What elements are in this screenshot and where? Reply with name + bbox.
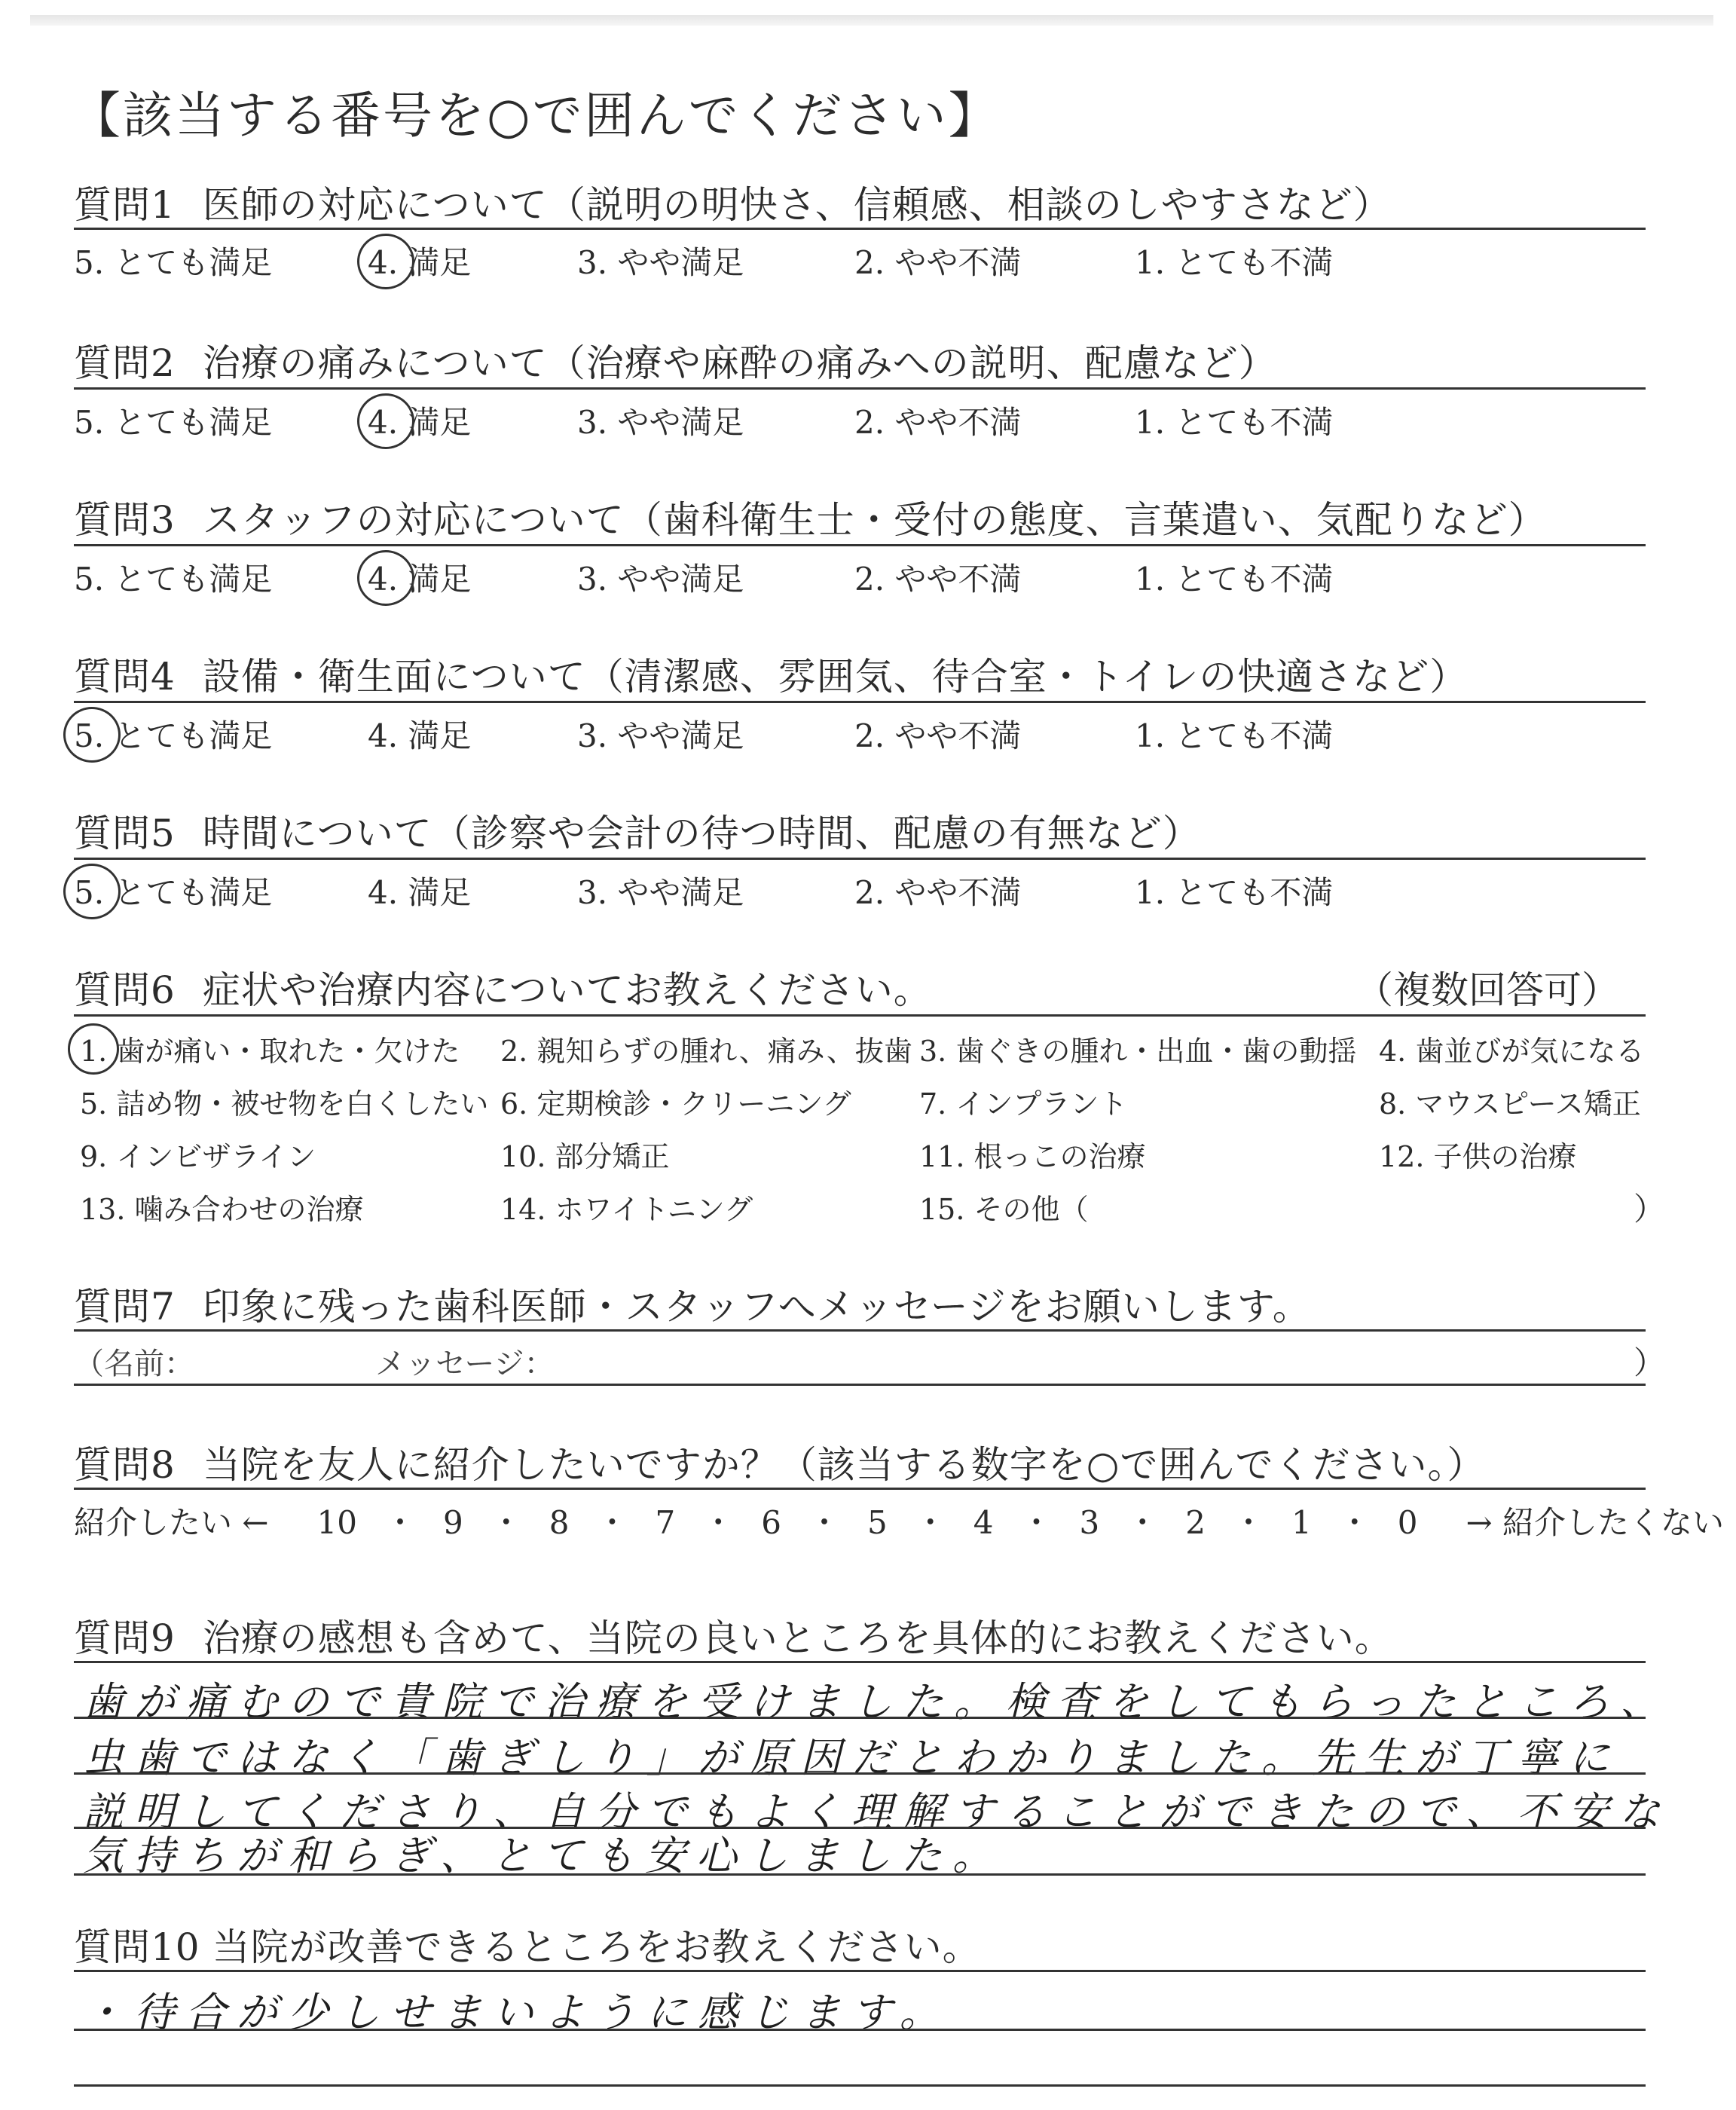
scale-number[interactable]: 1: [1291, 1504, 1312, 1541]
option-5[interactable]: 5. とても満足: [74, 717, 273, 754]
symptom-option-2[interactable]: 2. 親知らずの腫れ、痛み、抜歯: [500, 1035, 912, 1068]
question-number: 質問2: [74, 341, 176, 385]
option-2[interactable]: 2. やや不満: [854, 561, 1022, 598]
question-number: 質問5: [74, 812, 176, 855]
symptom-option-3[interactable]: 3. 歯ぐきの腫れ・出血・歯の動揺: [919, 1035, 1357, 1068]
question-4-title: [74, 647, 1468, 701]
question-number: 質問10: [74, 1925, 200, 1969]
question-9-rule: [74, 1661, 1646, 1663]
symptom-option-14[interactable]: 14. ホワイトニング: [500, 1193, 753, 1226]
answer-line: 歯が痛むので貴院で治療を受けました。検査をしてもらったところ、: [83, 1678, 1671, 1726]
scale-number[interactable]: 9: [443, 1504, 463, 1541]
question-7-title: [74, 1277, 1311, 1331]
question-text: 印象に残った歯科医師・スタッフへメッセージをお願いします。: [202, 1285, 1311, 1329]
option-1[interactable]: 1. とても不満: [1135, 404, 1334, 441]
answer-line: 説明してくださり、自分でもよく理解することができたので、不安な: [83, 1788, 1670, 1836]
message-close-paren: ）: [1634, 1344, 1666, 1381]
answer-rule: [74, 2084, 1646, 2087]
recommend-scale: [74, 1498, 1724, 1543]
option-5[interactable]: 5. とても満足: [74, 404, 273, 441]
scale-separator: ・: [914, 1504, 946, 1541]
multiple-answers-note: （複数回答可）: [1355, 968, 1619, 1012]
option-3[interactable]: 3. やや満足: [577, 244, 744, 281]
scale-number[interactable]: 5: [867, 1504, 888, 1541]
option-1[interactable]: 1. とても不満: [1135, 244, 1334, 281]
symptom-option-7[interactable]: 7. インプラント: [919, 1087, 1128, 1121]
question-text: 症状や治療内容についてお教えください。: [202, 968, 932, 1012]
question-text: 当院を友人に紹介したいですか？（該当する数字を○で囲んでください。）: [202, 1443, 1486, 1487]
question-number: 質問7: [74, 1285, 176, 1329]
option-4[interactable]: 4. 満足: [368, 717, 472, 754]
option-2[interactable]: 2. やや不満: [854, 874, 1022, 911]
question-text: スタッフの対応について（歯科衛生士・受付の態度、言葉遣い、気配りなど）: [202, 498, 1547, 542]
option-3[interactable]: 3. やや満足: [577, 717, 744, 754]
question-6-title: [74, 960, 932, 1014]
scale-numbers: [317, 1498, 1418, 1543]
question-number: 質問8: [74, 1443, 176, 1487]
option-4[interactable]: 4. 満足: [368, 561, 472, 598]
option-4[interactable]: 4. 満足: [368, 874, 472, 911]
question-10-rule: [74, 1970, 1646, 1972]
option-4[interactable]: 4. 満足: [368, 404, 472, 441]
option-3[interactable]: 3. やや満足: [577, 874, 744, 911]
question-5-rule: [74, 858, 1646, 860]
other-close-paren: ）: [1634, 1191, 1666, 1228]
symptom-option-4[interactable]: 4. 歯並びが気になる: [1379, 1035, 1645, 1068]
question-5-title: [74, 803, 1201, 858]
question-number: 質問1: [74, 183, 176, 227]
question-8-rule: [74, 1488, 1646, 1490]
option-4[interactable]: 4. 満足: [368, 244, 472, 281]
scale-separator: ・: [1020, 1504, 1053, 1541]
answer-line: 気持ちが和らぎ、とても安心しました。: [83, 1832, 1004, 1879]
scale-number[interactable]: 4: [973, 1504, 994, 1541]
scale-separator: ・: [1233, 1504, 1265, 1541]
question-3-rule: [74, 544, 1646, 546]
scale-number[interactable]: 6: [761, 1504, 781, 1541]
answer-rule: [74, 1717, 1646, 1719]
symptom-option-1[interactable]: 1. 歯が痛い・取れた・欠けた: [80, 1035, 460, 1068]
question-1-title: [74, 175, 1392, 229]
symptom-option-12[interactable]: 12. 子供の治療: [1379, 1140, 1577, 1173]
option-1[interactable]: 1. とても不満: [1135, 561, 1334, 598]
option-2[interactable]: 2. やや不満: [854, 244, 1022, 281]
symptom-option-9[interactable]: 9. インビザライン: [80, 1140, 316, 1173]
question-2-title: [74, 333, 1277, 387]
page-top-edge: [30, 15, 1713, 26]
question-10-title: [74, 1917, 981, 1971]
scale-number[interactable]: 8: [549, 1504, 570, 1541]
symptom-option-15[interactable]: 15. その他（: [919, 1193, 1089, 1226]
option-5[interactable]: 5. とても満足: [74, 561, 273, 598]
question-text: 治療の痛みについて（治療や麻酔の痛みへの説明、配慮など）: [202, 341, 1277, 385]
scale-number[interactable]: 2: [1185, 1504, 1206, 1541]
form-heading: 【該当する番号を○で囲んでください】: [71, 87, 1001, 145]
scale-separator: ・: [596, 1504, 628, 1541]
symptom-option-5[interactable]: 5. 詰め物・被せ物を白くしたい: [80, 1087, 489, 1121]
answer-line: 虫歯ではなく「歯ぎしり」が原因だとわかりました。先生が丁寧に: [83, 1734, 1620, 1781]
answer-rule: [74, 1873, 1646, 1876]
scale-separator: ・: [1338, 1504, 1371, 1541]
question-number: 質問4: [74, 655, 176, 699]
question-text: 医師の対応について（説明の明快さ、信頼感、相談のしやすさなど）: [202, 183, 1392, 227]
question-6-rule: [74, 1014, 1646, 1017]
scale-number[interactable]: 3: [1079, 1504, 1100, 1541]
answer-rule: [74, 1772, 1646, 1775]
question-text: 設備・衛生面について（清潔感、雰囲気、待合室・トイレの快適さなど）: [202, 655, 1469, 699]
scale-separator: ・: [490, 1504, 522, 1541]
scale-separator: ・: [384, 1504, 417, 1541]
option-3[interactable]: 3. やや満足: [577, 561, 744, 598]
symptom-option-13[interactable]: 13. 噛み合わせの治療: [80, 1193, 364, 1226]
option-1[interactable]: 1. とても不満: [1135, 717, 1334, 754]
scale-number[interactable]: 10: [316, 1504, 357, 1541]
scale-number[interactable]: 7: [655, 1504, 676, 1541]
question-text: 時間について（診察や会計の待つ時間、配慮の有無など）: [202, 812, 1201, 855]
symptom-option-11[interactable]: 11. 根っこの治療: [919, 1140, 1146, 1173]
option-5[interactable]: 5. とても満足: [74, 244, 273, 281]
option-2[interactable]: 2. やや不満: [854, 404, 1022, 441]
scale-separator: ・: [1126, 1504, 1159, 1541]
scale-separator: ・: [808, 1504, 841, 1541]
option-3[interactable]: 3. やや満足: [577, 404, 744, 441]
message-field-label: メッセージ：: [375, 1347, 555, 1381]
question-9-title: [74, 1608, 1393, 1662]
question-3-title: [74, 490, 1547, 544]
question-number: 質問6: [74, 968, 176, 1012]
question-2-rule: [74, 387, 1646, 390]
scale-number[interactable]: 0: [1397, 1504, 1418, 1541]
option-5[interactable]: 5. とても満足: [74, 874, 273, 911]
question-text: 当院が改善できるところをお教えください。: [212, 1925, 981, 1969]
symptom-option-6[interactable]: 6. 定期検診・クリーニング: [500, 1087, 851, 1121]
question-4-rule: [74, 701, 1646, 703]
scale-separator: ・: [702, 1504, 735, 1541]
question-number: 質問9: [74, 1616, 176, 1660]
question-number: 質問3: [74, 498, 176, 542]
option-2[interactable]: 2. やや不満: [854, 717, 1022, 754]
symptom-option-10[interactable]: 10. 部分矯正: [500, 1140, 670, 1173]
question-7-rule: [74, 1329, 1646, 1332]
answer-line: ・待合が少しせまいように感じます。: [83, 1989, 951, 2036]
recommend-label: 紹介したい ←: [74, 1504, 269, 1541]
question-8-title: [74, 1435, 1485, 1489]
question-text: 治療の感想も含めて、当院の良いところを具体的にお教えください。: [202, 1616, 1393, 1660]
symptom-option-8[interactable]: 8. マウスピース矯正: [1379, 1087, 1641, 1121]
not-recommend-label: → 紹介したくない: [1466, 1504, 1725, 1541]
question-1-rule: [74, 228, 1646, 230]
message-rule: [74, 1384, 1646, 1386]
answer-rule: [74, 2029, 1646, 2031]
name-field-label: （名前：: [74, 1347, 194, 1381]
option-1[interactable]: 1. とても不満: [1135, 874, 1334, 911]
